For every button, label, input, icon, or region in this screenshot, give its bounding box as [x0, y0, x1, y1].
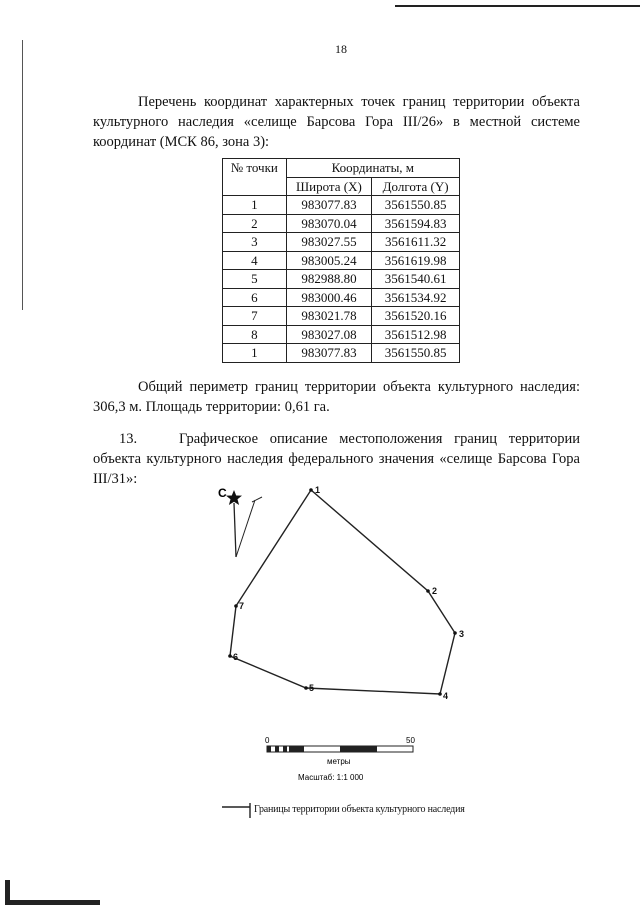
- longitude-cell: 3561611.32: [372, 233, 460, 252]
- header-latitude: Широта (X): [286, 177, 372, 196]
- header-longitude: Долгота (Y): [372, 177, 460, 196]
- boundary-polygon: [230, 490, 455, 694]
- vertex-label: 5: [309, 683, 315, 693]
- vertex-7: [234, 604, 238, 608]
- scale-bar: [265, 736, 415, 782]
- latitude-cell: 983077.83: [286, 196, 372, 215]
- latitude-cell: 983070.04: [286, 214, 372, 233]
- vertex-label: 7: [239, 601, 245, 611]
- latitude-cell: 983005.24: [286, 251, 372, 270]
- latitude-cell: 983021.78: [286, 307, 372, 326]
- longitude-cell: 3561550.85: [372, 196, 460, 215]
- longitude-cell: 3561550.85: [372, 344, 460, 363]
- latitude-cell: 982988.80: [286, 270, 372, 289]
- vertex-label: 1: [315, 485, 321, 495]
- scale-segment: [340, 746, 377, 752]
- scale-ratio-label: Масштаб: 1:1 000: [298, 773, 364, 782]
- vertex-3: [453, 631, 457, 635]
- vertex-2: [426, 589, 430, 593]
- scale-units-label: метры: [327, 757, 351, 766]
- scale-segment: [289, 746, 304, 752]
- vertex-4: [438, 692, 442, 696]
- point-number-cell: 2: [223, 214, 287, 233]
- longitude-cell: 3561619.98: [372, 251, 460, 270]
- latitude-cell: 983027.55: [286, 233, 372, 252]
- legend-label: Границы территории объекта культурного наследия: [254, 804, 465, 815]
- scale-segment: [283, 746, 287, 752]
- summary-text: Общий периметр границ территории объекта культурного наследия: 306,3 м. Площадь территории: 0,61 га.: [93, 379, 580, 415]
- scale-segment: [267, 746, 271, 752]
- scale-end-label: 50: [406, 736, 415, 745]
- point-number-cell: 8: [223, 325, 287, 344]
- longitude-cell: 3561594.83: [372, 214, 460, 233]
- vertex-label: 2: [432, 586, 438, 596]
- coordinates-intro-text: Перечень координат характерных точек границ территории объекта культурного наследия «селище Барсова Гора III/26» в местной системе координат (МСК 86, зона 3):: [93, 94, 580, 150]
- point-number-cell: 5: [223, 270, 287, 289]
- header-point-number: № точки: [223, 159, 287, 196]
- latitude-cell: 983000.46: [286, 288, 372, 307]
- latitude-cell: 983077.83: [286, 344, 372, 363]
- star-icon: [226, 490, 242, 505]
- boundary-vertices: [228, 488, 457, 696]
- north-arrow-shaft: [234, 503, 236, 557]
- vertex-label: 3: [459, 629, 465, 639]
- point-number-cell: 3: [223, 233, 287, 252]
- latitude-cell: 983027.08: [286, 325, 372, 344]
- scale-segment: [275, 746, 279, 752]
- point-number-cell: 6: [223, 288, 287, 307]
- page-number: 18: [335, 42, 347, 56]
- vertex-label: 6: [233, 652, 239, 662]
- vertex-5: [304, 686, 308, 690]
- longitude-cell: 3561512.98: [372, 325, 460, 344]
- section-13-number: 13.: [119, 431, 138, 447]
- point-number-cell: 4: [223, 251, 287, 270]
- north-label: С: [218, 486, 227, 500]
- scale-zero-label: 0: [265, 736, 270, 745]
- point-number-cell: 1: [223, 344, 287, 363]
- north-arrow-tip: [252, 497, 262, 502]
- header-coordinates: Координаты, м: [286, 159, 459, 178]
- north-arrow-side: [236, 500, 255, 557]
- longitude-cell: 3561540.61: [372, 270, 460, 289]
- section-13-text: Графическое описание местоположения границ территории объекта культурного наследия федерального значения «селище Барсова Гора III/31»:: [93, 431, 580, 487]
- point-number-cell: 1: [223, 196, 287, 215]
- legend: [222, 803, 250, 818]
- vertex-6: [228, 654, 232, 658]
- vertex-label: 4: [443, 691, 449, 701]
- longitude-cell: 3561534.92: [372, 288, 460, 307]
- point-number-cell: 7: [223, 307, 287, 326]
- vertex-1: [309, 488, 313, 492]
- longitude-cell: 3561520.16: [372, 307, 460, 326]
- north-arrow: [218, 486, 262, 557]
